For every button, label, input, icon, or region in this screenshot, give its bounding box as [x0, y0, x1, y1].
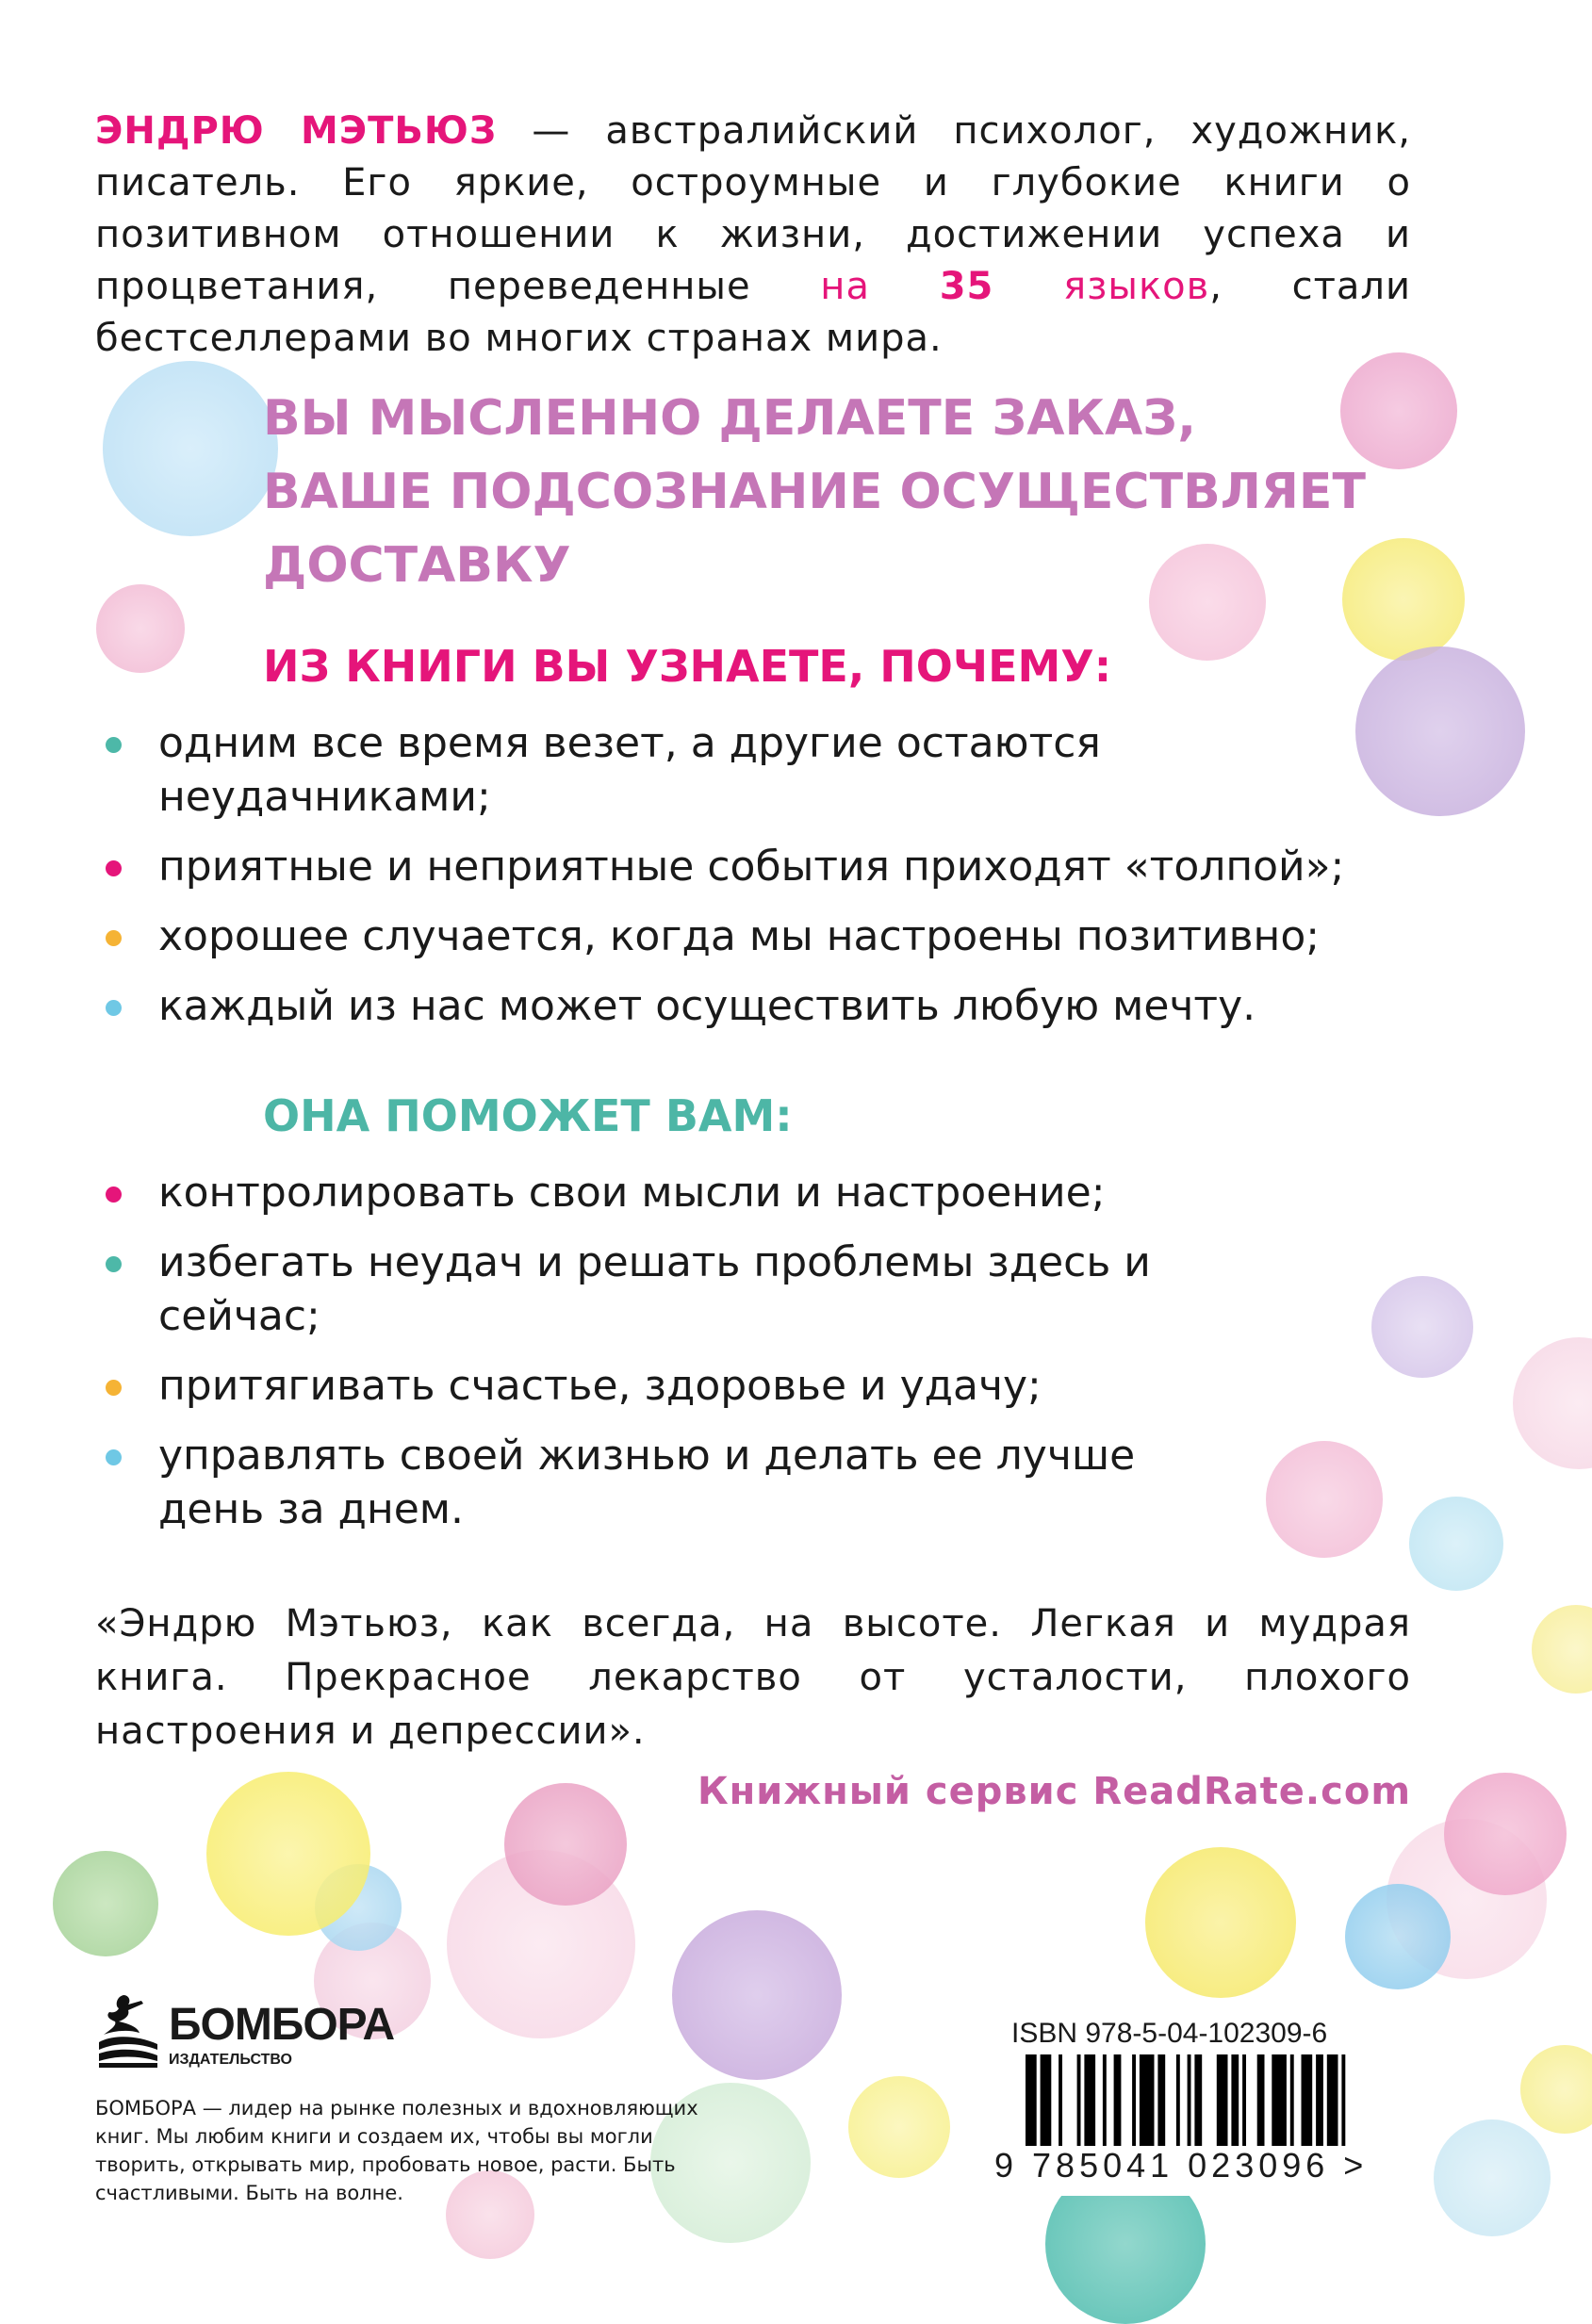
list-item-text: контролировать свои мысли и настроение;: [158, 1169, 1106, 1217]
list-item-text: управлять своей жизнью и делать ее лучше день за днем.: [158, 1432, 1136, 1533]
list-item-text: приятные и неприятные события приходят «толпой»;: [158, 843, 1345, 891]
bio-text: — австралийский психолог, художник, писатель. Его яркие, остроумные и глубокие книги о позитивном отношении к жизни, достижении успеха и процветания, переведенные: [95, 109, 1411, 308]
bio-text-end: , стали бестселлерами во многих странах мира.: [95, 265, 1411, 360]
bullet-icon: [106, 1380, 122, 1396]
barcode-bar: [1176, 2054, 1180, 2149]
circle-decoration: [504, 1783, 627, 1906]
isbn-digits: 9 785041 023096 >: [994, 2146, 1369, 2185]
barcode-bar: [1103, 2054, 1107, 2149]
isbn-barcode: [994, 2012, 1400, 2196]
languages-count: 35: [939, 265, 994, 308]
circle-decoration: [1145, 1847, 1296, 1998]
circle-decoration: [1532, 1605, 1592, 1694]
list-item-text: каждый из нас может осуществить любую мечту.: [158, 982, 1256, 1030]
languages-highlight-post: языков: [993, 265, 1210, 308]
barcode-bar: [1242, 2054, 1246, 2149]
barcode-bar: [1077, 2054, 1081, 2149]
bullet-icon: [106, 860, 122, 876]
list-item: [94, 909, 1414, 963]
section-title-why: ИЗ КНИГИ ВЫ УЗНАЕТЕ, ПОЧЕМУ:: [263, 641, 1112, 692]
circle-decoration: [848, 2076, 950, 2178]
circle-decoration: [103, 361, 278, 536]
circle-decoration: [53, 1851, 158, 1956]
author-bio: [95, 106, 1411, 365]
list-item: [94, 1166, 1320, 1219]
circle-decoration: [1371, 1276, 1473, 1378]
barcode-bar: [1194, 2054, 1202, 2149]
headline-line: ВАШЕ ПОДСОЗНАНИЕ ОСУЩЕСТВЛЯЕТ: [263, 464, 1366, 520]
bullet-icon: [106, 737, 122, 753]
publisher-about: БОМБОРА — лидер на рынке полезных и вдохновляющих книг. Мы любим книги и создаем их, чтобы вы могли творить, открывать мир, пробовать новое, расти. Быть счастливыми. Быть на волне.: [95, 2097, 698, 2204]
bullet-icon: [106, 1187, 122, 1203]
list-item: [94, 840, 1414, 893]
headline-line: ВЫ МЫСЛЕННО ДЕЛАЕТЕ ЗАКАЗ,: [263, 390, 1196, 447]
why-list: [94, 716, 1414, 1049]
barcode-bar: [1059, 2054, 1062, 2149]
circle-decoration: [1513, 1337, 1592, 1469]
barcode-bar: [1217, 2054, 1228, 2149]
barcode-bar: [1257, 2054, 1265, 2149]
bullet-icon: [106, 1256, 122, 1272]
review-source: Книжный сервис ReadRate.com: [697, 1770, 1411, 1813]
list-item: [94, 1359, 1320, 1413]
help-list: [94, 1166, 1320, 1552]
barcode-bar: [1231, 2054, 1239, 2149]
publisher-name: БОМБОРА: [169, 2000, 395, 2050]
barcode-bar: [1140, 2054, 1155, 2149]
list-item-text: избегать неудач и решать проблемы здесь и сейчас;: [158, 1238, 1151, 1340]
circle-decoration: [1520, 2045, 1592, 2134]
barcode-bar: [1084, 2054, 1095, 2149]
bullet-icon: [106, 1000, 122, 1016]
publisher-logo: [95, 1993, 394, 2069]
headline: [263, 382, 1366, 602]
list-item-text: притягивать счастье, здоровье и удачу;: [158, 1362, 1042, 1410]
languages-highlight-pre: на: [820, 265, 940, 308]
circle-decoration: [672, 1910, 842, 2080]
surfer-logo-icon: [95, 1993, 161, 2069]
circle-decoration: [1434, 2119, 1551, 2236]
circle-decoration: [96, 584, 185, 673]
bullet-icon: [106, 1449, 122, 1465]
headline-line: ДОСТАВКУ: [263, 537, 571, 594]
barcode-bar: [1316, 2054, 1323, 2149]
barcode-bar: [1114, 2054, 1122, 2149]
circle-decoration: [1345, 1884, 1451, 1989]
circle-decoration: [206, 1772, 370, 1936]
barcode-bar: [1132, 2054, 1136, 2149]
review-quote: «Эндрю Мэтьюз, как всегда, на высоте. Легкая и мудрая книга. Прекрасное лекарство от усталости, плохого настроения и депрессии».: [95, 1602, 1411, 1753]
barcode-bar: [1290, 2054, 1294, 2149]
isbn-label: ISBN 978-5-04-102309-6: [1011, 2018, 1328, 2049]
circle-decoration: [1444, 1773, 1567, 1895]
list-item: [94, 1236, 1320, 1343]
circle-decoration: [1409, 1497, 1503, 1591]
barcode-bar: [1272, 2054, 1287, 2149]
list-item: [94, 716, 1414, 824]
list-item: [94, 979, 1414, 1033]
author-name: ЭНДРЮ МЭТЬЮЗ: [95, 109, 498, 153]
bullet-icon: [106, 930, 122, 946]
section-title-help: ОНА ПОМОЖЕТ ВАМ:: [263, 1090, 793, 1141]
list-item-text: хорошее случается, когда мы настроены позитивно;: [158, 912, 1321, 960]
list-item-text: одним все время везет, а другие остаются неудачниками;: [158, 719, 1101, 821]
barcode-bar: [1302, 2054, 1313, 2149]
list-item: [94, 1429, 1242, 1536]
publisher-subtitle: ИЗДАТЕЛЬСТВО: [169, 2052, 292, 2068]
barcode-bar: [1157, 2054, 1165, 2149]
